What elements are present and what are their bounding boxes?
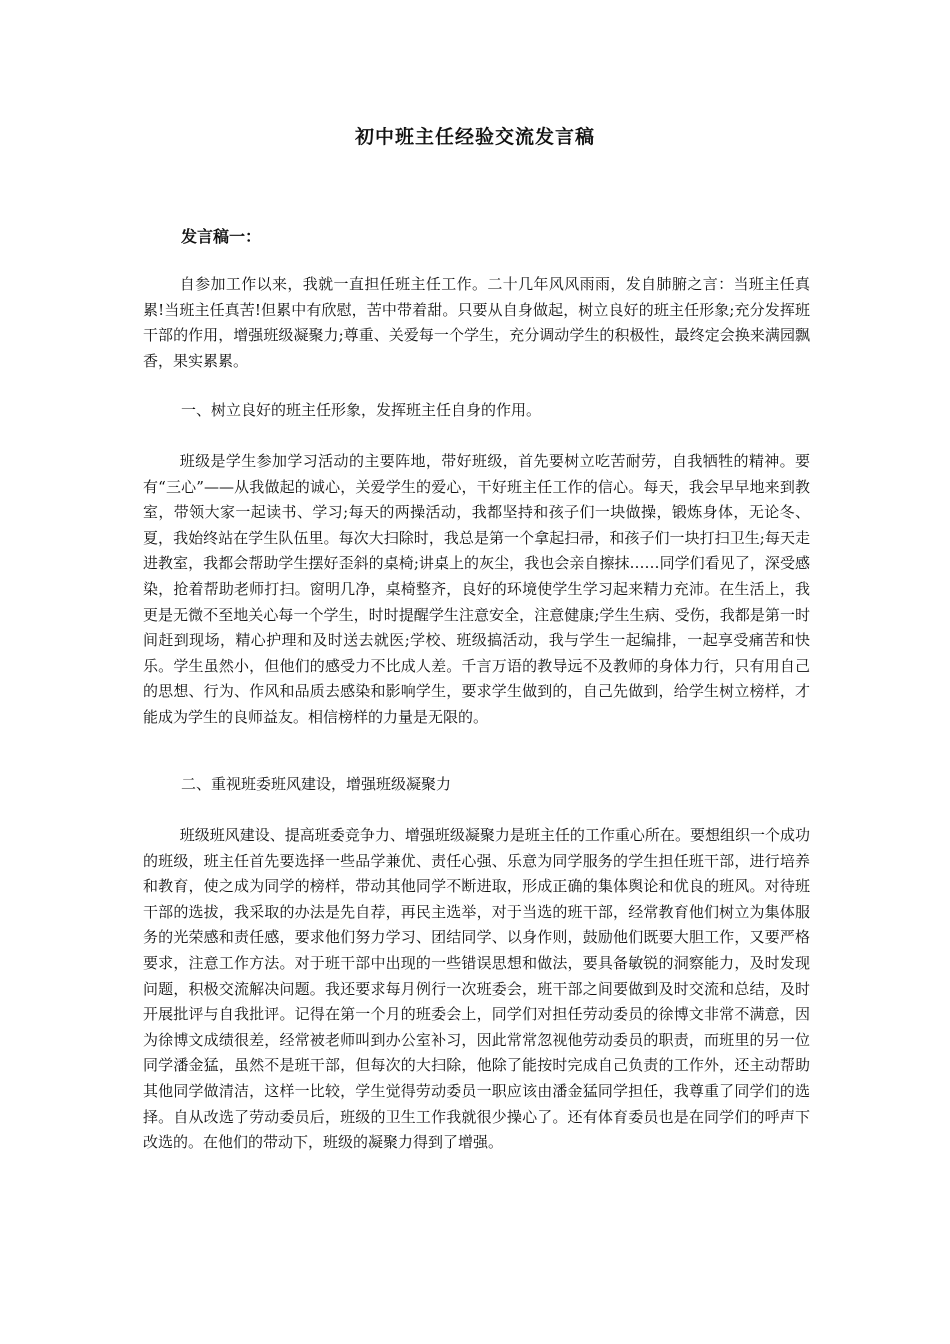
section-two-heading: 二、重视班委班风建设，增强班级凝聚力 [181,775,452,793]
speech-subheading: 发言稿一： [181,227,262,246]
section-two-paragraph: 班级班风建设、提高班委竞争力、增强班级凝聚力是班主任的工作重心所在。要想组织一个成功的班级，班主任首先要选择一些品学兼优、责任心强、乐意为同学服务的学生担任班干部，进行培养和教育，使之成为同学的榜样，带动其他同学不断进取，形成正确的集体舆论和优良的班风。对待班干部的选拔，我采取的办法是先自荐，再民主选举，对于当选的班干部，经常教育他们树立为集体服务的光荣感和责任感，要求他们努力学习、团结同学、以身作则，鼓励他们既要大胆工作，又要严格要求，注意工作方法。对于班干部中出现的一些错误思想和做法，要具备敏锐的洞察能力，及时发现问题，积极交流解决问题。我还要求每月例行一次班委会，班干部之间要做到及时交流和总结，及时开展批评与自我批评。记得在第一个月的班委会上，同学们对担任劳动委员的徐博文非常不满意，因为徐博文成绩很差，经常被老师叫到办公室补习，因此常常忽视他劳动委员的职责，而班里的另一位同学潘金猛，虽然不是班干部，但每次的大扫除，他除了能按时完成自己负责的工作外，还主动帮助其他同学做清洁，这样一比较，学生觉得劳动委员一职应该由潘金猛同学担任，我尊重了同学们的选择。自从改选了劳动委员后，班级的卫生工作我就很少操心了。还有体育委员也是在同学们的呼声下改选的。在他们的带动下，班级的凝聚力得到了增强。 [143,826,810,1152]
section-one-heading: 一、树立良好的班主任形象，发挥班主任自身的作用。 [181,401,542,419]
intro-paragraph: 自参加工作以来，我就一直担任班主任工作。二十几年风风雨雨，发自肺腑之言：当班主任真累!当班主任真苦!但累中有欣慰，苦中带着甜。只要从自身做起，树立良好的班主任形象;充分发挥班干部的作用，增强班级凝聚力;尊重、关爱每一个学生，充分调动学生的积极性，最终定会换来满园飘香，果实累累。 [143,275,810,370]
document-title: 初中班主任经验交流发言稿 [354,126,595,148]
section-one-paragraph: 班级是学生参加学习活动的主要阵地，带好班级，首先要树立吃苦耐劳，自我牺牲的精神。要有“三心”——从我做起的诚心，关爱学生的爱心，干好班主任工作的信心。每天，我会早早地来到教室，带领大家一起读书、学习;每天的两操活动，我都坚持和孩子们一块做操，锻炼身体，无论冬、夏，我始终站在学生队伍里。每次大扫除时，我总是第一个拿起扫帚，和孩子们一块打扫卫生;每天走进教室，我都会帮助学生摆好歪斜的桌椅;讲桌上的灰尘，我也会亲自擦抹……同学们看见了，深受感染，抢着帮助老师打扫。窗明几净，桌椅整齐，良好的环境使学生学习起来精力充沛。在生活上，我更是无微不至地关心每一个学生，时时提醒学生注意安全，注意健康;学生生病、受伤，我都是第一时间赶到现场，精心护理和及时送去就医;学校、班级搞活动，我与学生一起编排，一起享受痛苦和快乐。学生虽然小，但他们的感受力不比成人差。千言万语的教导远不及教师的身体力行，只有用自己的思想、行为、作风和品质去感染和影响学生，要求学生做到的，自己先做到，给学生树立榜样，才能成为学生的良师益友。相信榜样的力量是无限的。 [143,452,810,726]
